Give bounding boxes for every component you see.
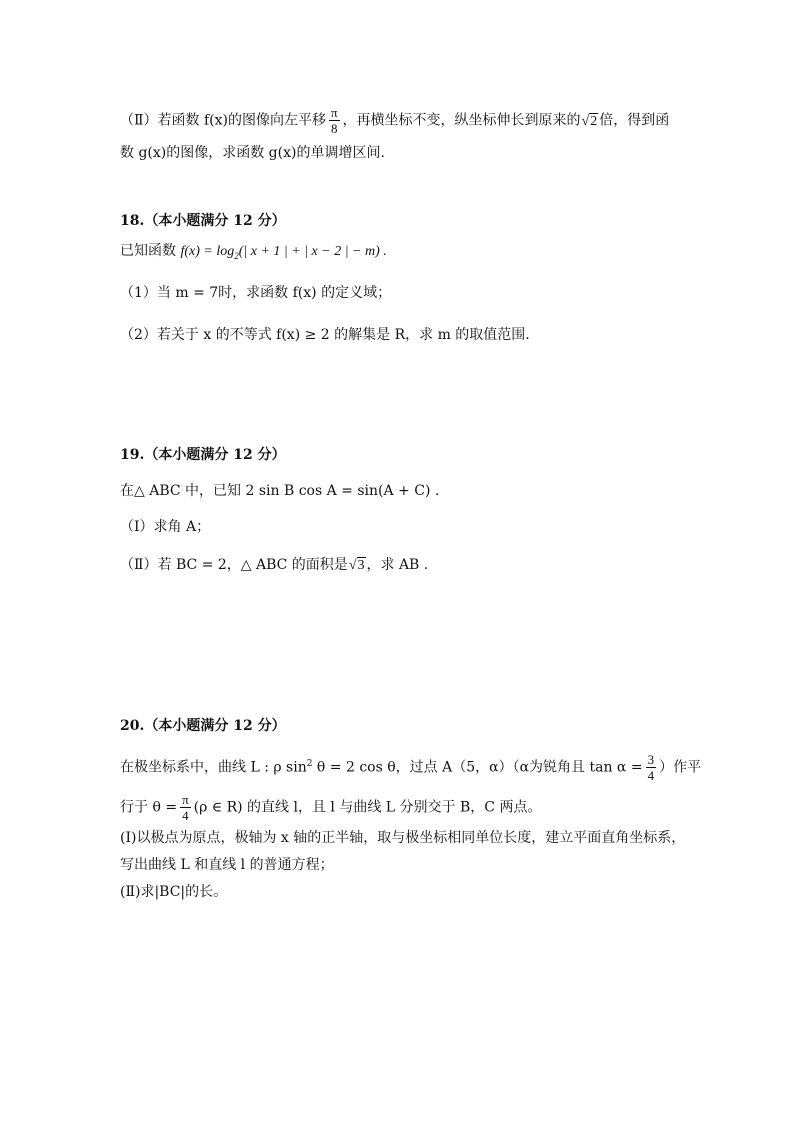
q17-line1 <box>120 105 669 136</box>
q18-part1: （1）当 m = 7时，求函数 f(x) 的定义域； <box>120 285 392 301</box>
q19-part2: （Ⅱ）若 BC = 2，△ ABC 的面积是√3 ，求 AB . <box>120 555 428 576</box>
q17-text-b: ，再横坐标不变，纵坐标伸长到原来的 <box>342 112 581 129</box>
q18-stem: 已知函数 $f(x) = \log_2(|$ x + 1 | + | x − 2 | − m) . <box>120 243 387 261</box>
q18-title: 18.（本小题满分 12 分） <box>120 213 286 229</box>
q20-title: 20.（本小题满分 12 分） <box>120 718 286 734</box>
q20-line3: (Ⅰ)以极点为原点，极轴为 x 轴的正半轴，取与极坐标相同单位长度，建立平面直角坐标系， <box>120 830 686 846</box>
q18-function: $f(x) = \log_2(|$ x + 1 | + | x − 2 | − m) . <box>180 244 387 261</box>
q17-shift-fraction: $\frac{\pi}{8}$ <box>330 105 338 136</box>
q19-part1: （Ⅰ）求角 A； <box>120 519 211 535</box>
q19-sqrt: √3 <box>348 558 365 573</box>
q20-line4: 写出曲线 L 和直线 l 的普通方程； <box>120 857 334 873</box>
q17-line2: 数 g(x)的图像，求函数 g(x)的单调增区间. <box>120 145 385 161</box>
q17-text-a: （Ⅱ）若函数 f(x)的图像向左平移 <box>120 112 326 129</box>
q19-title: 19.（本小题满分 12 分） <box>120 447 286 463</box>
q18-part2: （2）若关于 x 的不等式 f(x) ≥ 2 的解集是 R，求 m 的取值范围. <box>120 327 530 343</box>
q20-theta-fraction: $\frac{\pi}{4}$ <box>182 792 189 823</box>
q20-line1: 在极坐标系中，曲线 L : ρ $\sin^2 \theta = 2$ cos θ，过点 A（5，α）（α为锐角且 tan α = $\frac{3}{4}$ ）作平 <box>120 752 702 783</box>
q19-stem: 在△ ABC 中，已知 2 sin B cos A = sin(A + C) . <box>120 483 440 499</box>
q20-line5: (Ⅱ)求|BC|的长。 <box>120 884 228 900</box>
q17-text-c: 倍，得到函 <box>599 112 670 129</box>
q17-sqrt: √2 <box>581 113 598 129</box>
q20-line2: 行于 θ = $\frac{\pi}{4}$ (ρ ∈ R) 的直线 l，且 l 与曲线 L 分别交于 B，C 两点。 <box>120 792 542 823</box>
q20-tan-fraction: $\frac{3}{4}$ <box>647 752 655 783</box>
